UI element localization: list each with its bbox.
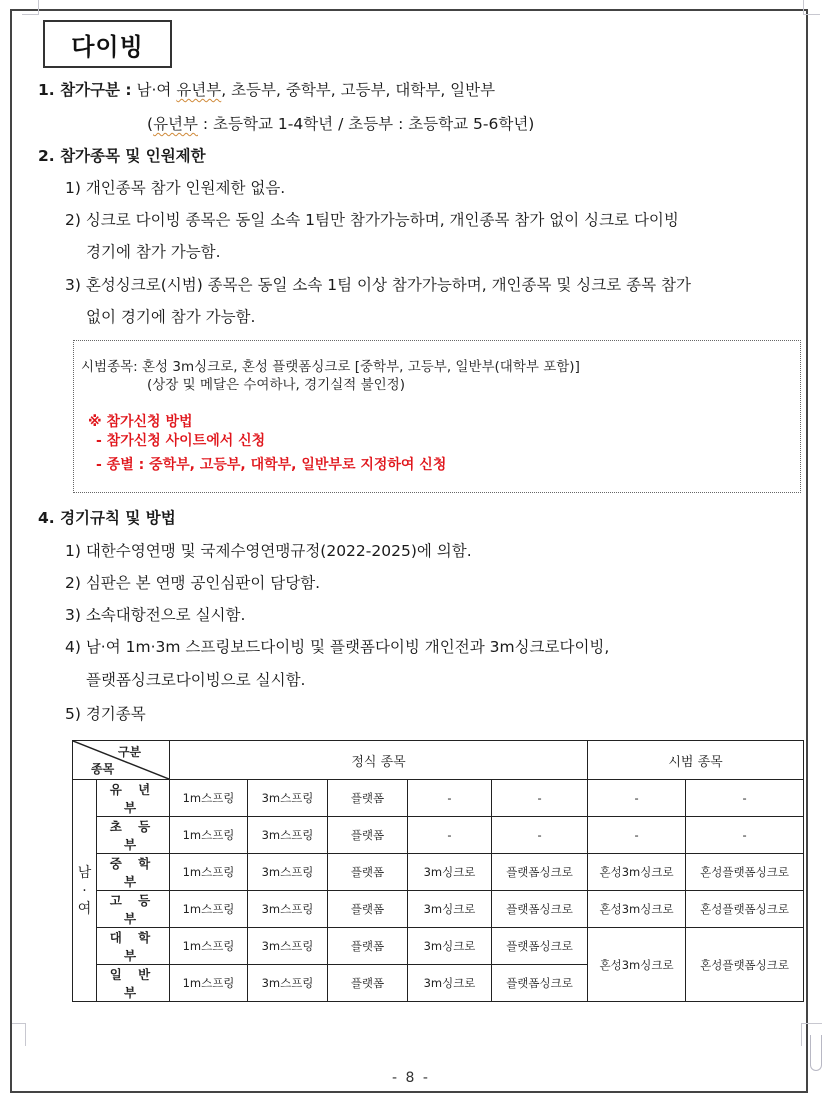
section2-item-2-cont: 경기에 참가 가능함. [86,243,221,261]
section2-item-1: 1) 개인종목 참가 인원제한 없음. [65,179,286,197]
event-cell: 3m스프링 [248,928,328,965]
event-cell: 3m스프링 [248,891,328,928]
page-title-box [43,20,172,68]
event-cell: 플랫폼싱크로 [492,891,588,928]
crop-mark-top-left [22,0,39,15]
event-cell: 혼성3m싱크로 [588,854,686,891]
event-cell: - [588,817,686,854]
note-open: ( [147,115,154,133]
event-cell: - [492,817,588,854]
event-cell: 혼성3m싱크로 [588,891,686,928]
event-cell: 3m싱크로 [408,965,492,1002]
event-cell: 플랫폼 [328,780,408,817]
section4-item-3: 3) 소속대항전으로 실시함. [65,606,246,624]
section2-item-3: 3) 혼성싱크로(시범) 종목은 동일 소속 1팀 이상 참가가능하며, 개인종목 및 싱크로 종목 참가 [65,276,691,294]
apply-method-title: ※ 참가신청 방법 [88,414,193,430]
event-cell: 3m스프링 [248,854,328,891]
division-cell: 초 등 부 [97,817,170,854]
section1-heading: 1. 참가구분 : [38,81,132,99]
merged-demo-cell: 혼성플랫폼싱크로 [686,928,804,1002]
event-cell: 3m스프링 [248,817,328,854]
event-cell: 3m스프링 [248,965,328,1002]
event-cell: 플랫폼 [328,965,408,1002]
event-cell: 플랫폼싱크로 [492,965,588,1002]
section1-suffix: , 초등부, 중학부, 고등부, 대학부, 일반부 [221,81,496,99]
gender-label-cell [73,780,97,1002]
page-title: 다이빙 [71,32,144,61]
event-cell: - [408,780,492,817]
event-cell: - [492,780,588,817]
apply-method-item-1: - 참가신청 사이트에서 신청 [96,433,266,449]
event-cell: 1m스프링 [170,928,248,965]
section1-underlined: 유년부 [176,81,222,99]
event-cell: - [408,817,492,854]
division-cell: 고 등 부 [97,891,170,928]
merged-demo-cell: 혼성3m싱크로 [588,928,686,1002]
event-cell: 1m스프링 [170,891,248,928]
event-cell: 1m스프링 [170,780,248,817]
corner-top-label: 구분 [117,745,141,759]
gender-dot: · [82,882,87,899]
division-cell: 대 학 부 [97,928,170,965]
section2-item-3-cont: 없이 경기에 참가 가능함. [86,308,256,326]
event-cell: 3m싱크로 [408,928,492,965]
section2-item-2: 2) 싱크로 다이빙 종목은 동일 소속 1팀만 참가가능하며, 개인종목 참가 없이 싱크로 다이빙 [65,211,679,229]
table-row [73,928,804,965]
table-row [73,817,804,854]
demo-events-header: 시범 종목 [588,741,804,780]
page-clip-marker [810,1035,822,1071]
section4-heading: 4. 경기규칙 및 방법 [38,509,176,527]
event-cell: 3m싱크로 [408,854,492,891]
section4-item-1: 1) 대한수영연맹 및 국제수영연맹규정(2022-2025)에 의함. [65,542,472,560]
event-cell: 3m싱크로 [408,891,492,928]
table-corner-cell [73,741,170,780]
section4-item-5: 5) 경기종목 [65,705,146,723]
event-cell: 혼성플랫폼싱크로 [686,891,804,928]
section1-line [38,80,495,100]
event-cell: 플랫폼 [328,817,408,854]
division-cell: 일 반 부 [97,965,170,1002]
event-cell: 플랫폼싱크로 [492,854,588,891]
section4-item-2: 2) 심판은 본 연맹 공인심판이 담당함. [65,574,321,592]
section4-item-4-cont: 플랫폼싱크로다이빙으로 실시함. [86,671,306,689]
gender-male: 남 [77,864,92,881]
event-cell: 플랫폼싱크로 [492,928,588,965]
table-row [73,891,804,928]
event-cell: - [588,780,686,817]
event-cell: 플랫폼 [328,854,408,891]
crop-mark-bottom-left [12,1023,26,1046]
table-row [73,780,804,817]
gender-female: 여 [77,900,92,917]
note-rest: : 초등학교 1-4학년 / 초등부 : 초등학교 5-6학년) [197,115,535,133]
official-events-header: 정식 종목 [170,741,588,780]
crop-mark-top-right [803,0,820,15]
section1-note [147,114,534,134]
event-cell: 플랫폼 [328,928,408,965]
event-cell: - [686,817,804,854]
table-row [73,854,804,891]
section1-prefix: 남·여 [136,81,177,99]
event-cell: - [686,780,804,817]
event-cell: 3m스프링 [248,780,328,817]
event-cell: 1m스프링 [170,854,248,891]
section4-item-4: 4) 남·여 1m·3m 스프링보드다이빙 및 플랫폼다이빙 개인전과 3m싱크로다이빙, [65,638,610,656]
apply-method-item-2: - 종별 : 중학부, 고등부, 대학부, 일반부로 지정하여 신청 [96,457,447,473]
event-cell: 혼성플랫폼싱크로 [686,854,804,891]
event-cell: 1m스프링 [170,965,248,1002]
demo-events-line: 시범종목: 혼성 3m싱크로, 혼성 플랫폼싱크로 [중학부, 고등부, 일반부(대학부 포함)] [81,359,580,375]
note-underlined: 유년부 [153,115,198,133]
division-cell: 유 년 부 [97,780,170,817]
table-header-row [73,741,804,780]
event-cell: 플랫폼 [328,891,408,928]
event-cell: 1m스프링 [170,817,248,854]
division-cell: 중 학 부 [97,854,170,891]
section2-heading: 2. 참가종목 및 인원제한 [38,147,206,165]
events-table [72,740,804,1002]
corner-bottom-label: 종목 [91,762,115,776]
demo-events-note: (상장 및 메달은 수여하나, 경기실적 불인정) [147,377,405,393]
page-number: - 8 - [392,1070,430,1086]
